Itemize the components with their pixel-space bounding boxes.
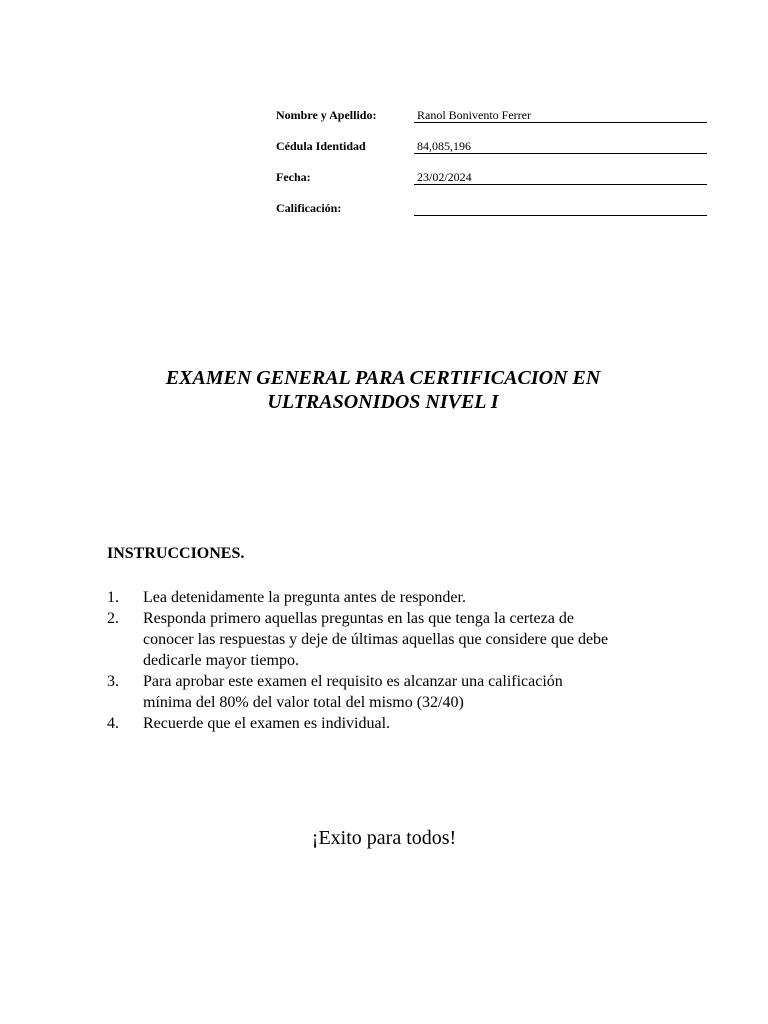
- grade-label: Calificación:: [276, 201, 342, 215]
- exam-title: [100, 366, 666, 414]
- exam-title-line-2: ULTRASONIDOS NIVEL I: [267, 391, 499, 413]
- list-item-text: Responda primero aquellas preguntas en las que tenga la certeza de conocer las respuestas y deje de últimas aquellas que considere que debe dedicarle mayor tiempo.: [143, 610, 609, 669]
- name-label: Nombre y Apellido:: [276, 108, 377, 122]
- list-item: [107, 587, 667, 608]
- closing-message: ¡Exito para todos!: [311, 827, 457, 849]
- list-item-text: Para aprobar este examen el requisito es alcanzar una calificación mínima del 80% del valor total del mismo (32/40): [143, 673, 563, 711]
- id-field[interactable]: 84,085,196: [414, 139, 707, 154]
- instructions-list: [107, 587, 667, 734]
- list-item-text: Lea detenidamente la pregunta antes de responder.: [143, 589, 466, 606]
- name-field[interactable]: Ranol Bonivento Ferrer: [414, 108, 707, 123]
- list-item-number: 4.: [107, 715, 119, 732]
- list-item-number: 2.: [107, 610, 119, 627]
- list-item: [107, 608, 667, 671]
- list-item-number: 1.: [107, 589, 119, 606]
- id-label: Cédula Identidad: [276, 139, 366, 153]
- exam-title-line-1: EXAMEN GENERAL PARA CERTIFICACION EN: [165, 367, 601, 389]
- list-item-number: 3.: [107, 673, 119, 690]
- list-item-text: Recuerde que el examen es individual.: [143, 715, 391, 732]
- list-item: [107, 713, 667, 734]
- list-item: [107, 671, 667, 713]
- grade-field[interactable]: [414, 201, 707, 216]
- date-field[interactable]: 23/02/2024: [414, 170, 707, 185]
- instructions-heading: INSTRUCCIONES.: [107, 545, 245, 562]
- date-label: Fecha:: [276, 170, 311, 184]
